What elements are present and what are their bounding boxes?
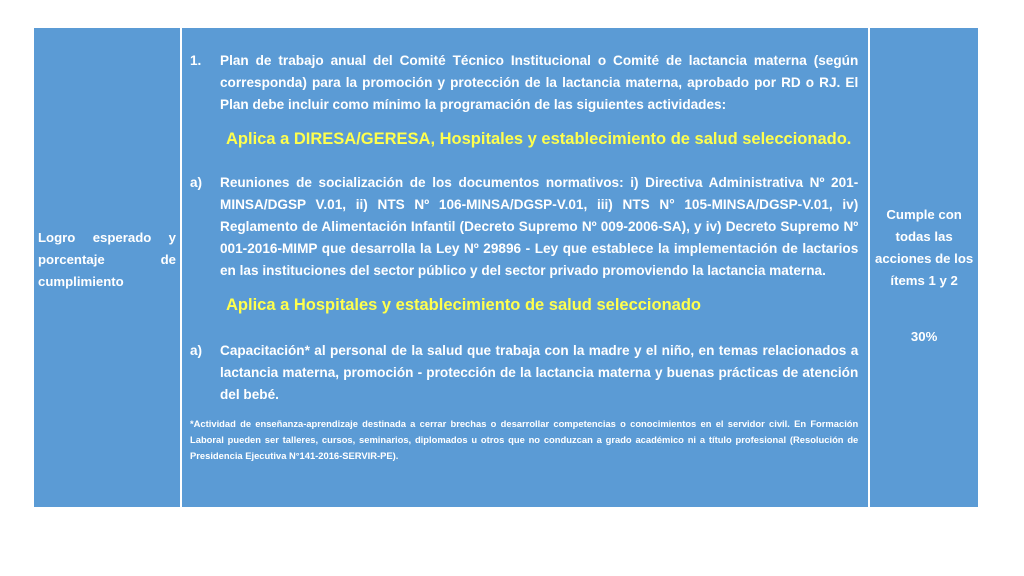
list-item-a-training bbox=[188, 340, 858, 406]
condition-text: Cumple con todas las acciones de los ítems 1 y 2 bbox=[875, 206, 974, 288]
list-item-number: a) bbox=[190, 343, 203, 358]
list-item-number: a) bbox=[190, 175, 203, 190]
percentage-value: 30% bbox=[910, 328, 938, 344]
list-item-1 bbox=[188, 50, 858, 116]
list-item-text: Reuniones de socialización de los documentos normativos: i) Directiva Administrativa Nº 201-MINSA/DGSP V.01, ii) NTS Nº 106-MINSA/DGSP-V.01, iii) NTS N° 105-MINSA/DGSP-V.01, iv) Reglamento de Alimentación Infantil (Decreto Supremo Nº 009-2006-SA), y iv) Decreto Supremo Nº 001-2016-MIMP que desarrolla la Ley Nº 29896 - Ley que establece la implementación de lactarios en las instituciones del sector público y del sector privado promoviendo la lactancia materna. bbox=[220, 175, 859, 278]
description-cell bbox=[182, 28, 868, 507]
list-item-number: 1. bbox=[190, 53, 202, 68]
label-cell bbox=[34, 28, 180, 507]
applies-to-note-1: Aplica a DIRESA/GERESA, Hospitales y establecimiento de salud seleccionado. bbox=[226, 130, 852, 148]
list-item-text: Plan de trabajo anual del Comité Técnico Institucional o Comité de lactancia materna (según corresponda) para la promoción y protección de la lactancia materna, aprobado por RD o RJ. El Plan debe incluir como mínimo la programación de las siguientes actividades: bbox=[220, 53, 859, 112]
applies-to-note-2: Aplica a Hospitales y establecimiento de salud seleccionado bbox=[226, 296, 702, 314]
list-item-text: Capacitación* al personal de la salud que trabaja con la madre y el niño, en temas relacionados a lactancia materna, promoción - protección de la lactancia materna y buenas prácticas de atención del bebé. bbox=[220, 343, 859, 402]
label-text: Logro esperado y porcentaje de cumplimiento bbox=[38, 229, 176, 289]
criteria-table bbox=[34, 28, 978, 507]
result-cell bbox=[870, 28, 978, 507]
footnote: *Actividad de enseñanza-aprendizaje destinada a cerrar brechas o desarrollar competencias o conocimientos en el servidor civil. En Formación Laboral pueden ser talleres, cursos, seminarios, diplomados u otros que no conduzcan a grado académico ni a título profesional (Resolución de Presidencia Ejecutiva N°141-2016-SERVIR-PE). bbox=[190, 418, 859, 461]
list-item-a-meetings bbox=[188, 172, 858, 282]
result-content bbox=[874, 204, 974, 348]
